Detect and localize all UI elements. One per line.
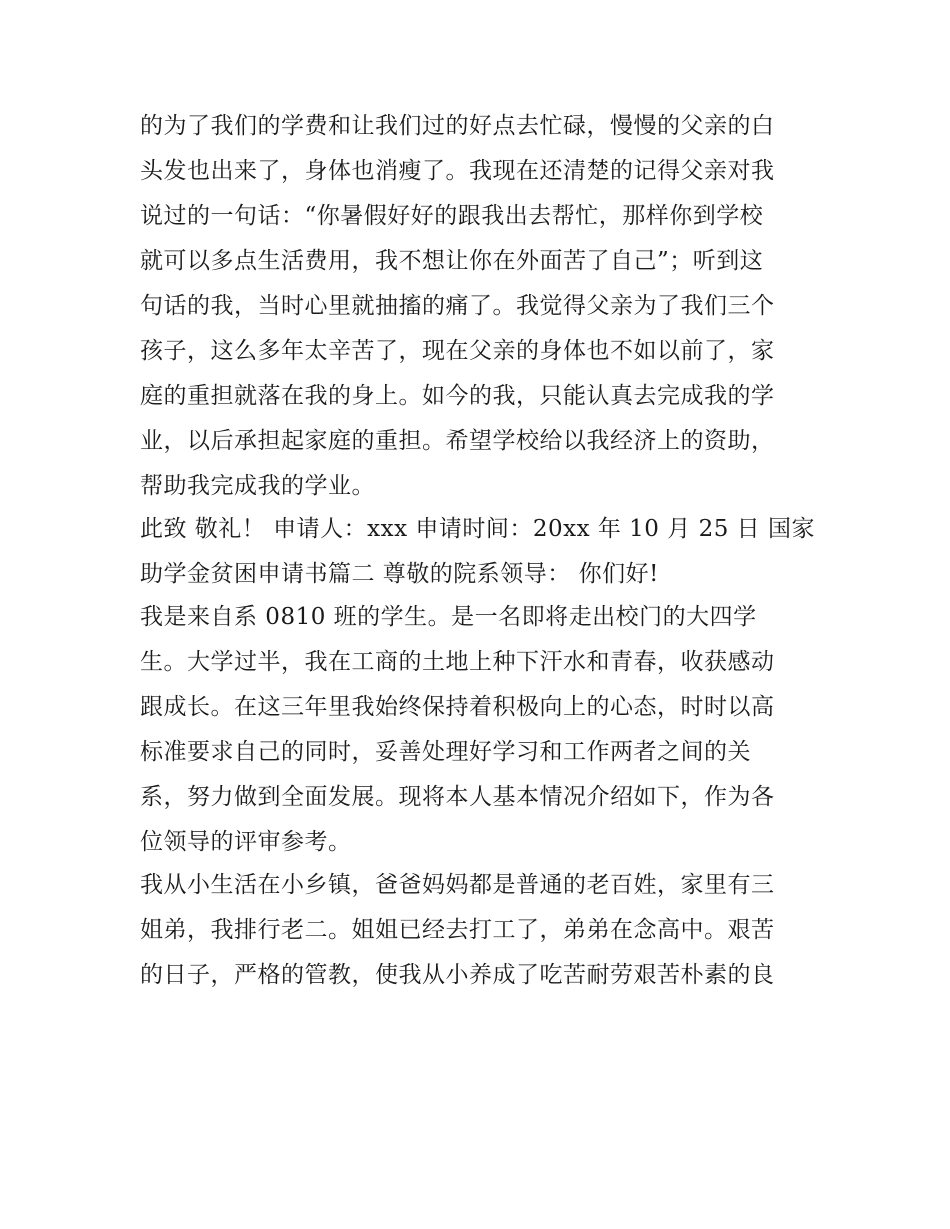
text-line: 系，努力做到全面发展。现将本人基本情况介绍如下，作为各 — [140, 784, 775, 810]
text-line: 此致 敬礼！ 申请人：xxx 申请时间：20xx 年 10 月 25 日 国家 — [140, 516, 815, 542]
text-line: 生。大学过半，我在工商的土地上种下汗水和青春，收获感动 — [140, 649, 775, 675]
text-line: 我是来自系 0810 班的学生。是一名即将走出校门的大四学 — [140, 604, 757, 630]
text-line: 的为了我们的学费和让我们过的好点去忙碌，慢慢的父亲的白 — [140, 113, 775, 139]
text-line: 就可以多点生活费用，我不想让你在外面苦了自己”；听到这 — [140, 248, 764, 274]
text-line: 庭的重担就落在我的身上。如今的我，只能认真去完成我的学 — [140, 383, 775, 409]
text-line: 位领导的评审参考。 — [140, 829, 352, 855]
text-line: 助学金贫困申请书篇二 尊敬的院系领导： 你们好! — [140, 561, 659, 587]
text-line: 帮助我完成我的学业。 — [140, 473, 375, 499]
text-line: 头发也出来了，身体也消瘦了。我现在还清楚的记得父亲对我 — [140, 158, 775, 184]
text-line: 标准要求自己的同时，妥善处理好学习和工作两者之间的关 — [140, 739, 751, 765]
text-line: 的日子，严格的管教，使我从小养成了吃苦耐劳艰苦朴素的良 — [140, 962, 775, 988]
text-line: 姐弟，我排行老二。姐姐已经去打工了，弟弟在念高中。艰苦 — [140, 917, 775, 943]
text-line: 业，以后承担起家庭的重担。希望学校给以我经济上的资助， — [140, 428, 775, 454]
text-line: 跟成长。在这三年里我始终保持着积极向上的心态，时时以高 — [140, 694, 775, 720]
text-line: 句话的我，当时心里就抽搐的痛了。我觉得父亲为了我们三个 — [140, 293, 775, 319]
document-body — [140, 104, 830, 998]
text-line: 孩子，这么多年太辛苦了，现在父亲的身体也不如以前了，家 — [140, 338, 775, 364]
text-line: 我从小生活在小乡镇，爸爸妈妈都是普通的老百姓，家里有三 — [140, 872, 775, 898]
text-line: 说过的一句话：“你暑假好好的跟我出去帮忙，那样你到学校 — [140, 203, 764, 229]
